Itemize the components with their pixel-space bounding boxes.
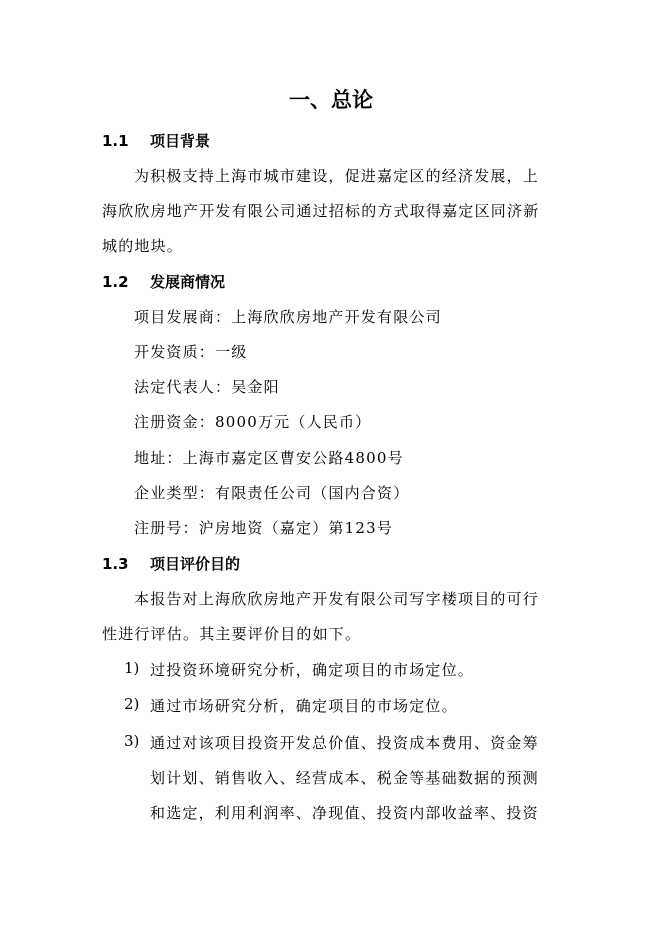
list-item-text: 和选定，利用利润率、净现值、投资内部收益率、投资 <box>150 804 539 822</box>
list-item-number: 1) <box>124 659 140 677</box>
paragraph-line: 本报告对上海欣欣房地产开发有限公司写字楼项目的可行 <box>134 590 540 608</box>
list-item-number: 3) <box>124 732 140 750</box>
section-heading-1-1 <box>102 130 210 151</box>
paragraph-line: 为积极支持上海市城市建设，促进嘉定区的经济发展，上 <box>134 167 540 185</box>
developer-info-item: 注册资金：8000万元（人民币） <box>134 413 372 431</box>
developer-info-item: 项目发展商：上海欣欣房地产开发有限公司 <box>134 308 442 326</box>
developer-info-item: 注册号：沪房地资（嘉定）第123号 <box>134 519 394 537</box>
chapter-title: 一、总论 <box>289 88 373 112</box>
section-title: 项目评价目的 <box>150 555 241 573</box>
paragraph-line: 性进行评估。其主要评价目的如下。 <box>102 625 362 643</box>
developer-info-item: 法定代表人：吴金阳 <box>134 378 280 396</box>
section-number: 1.1 <box>102 132 129 150</box>
paragraph-line: 城的地块。 <box>102 237 184 255</box>
section-title: 发展商情况 <box>150 273 226 291</box>
section-number: 1.2 <box>102 273 129 291</box>
section-heading-1-2 <box>102 271 225 292</box>
section-number: 1.3 <box>102 555 129 573</box>
paragraph-line: 海欣欣房地产开发有限公司通过招标的方式取得嘉定区同济新 <box>102 202 540 220</box>
list-item-text: 划计划、销售收入、经营成本、税金等基础数据的预测 <box>150 769 539 787</box>
developer-info-item: 地址：上海市嘉定区曹安公路4800号 <box>134 449 404 467</box>
list-item-text: 过投资环境研究分析，确定项目的市场定位。 <box>150 661 475 679</box>
section-heading-1-3 <box>102 553 240 574</box>
list-item-text: 通过市场研究分析，确定项目的市场定位。 <box>150 697 458 715</box>
developer-info-item: 企业类型：有限责任公司（国内合资） <box>134 484 410 502</box>
developer-info-item: 开发资质：一级 <box>134 343 248 361</box>
list-item-text: 通过对该项目投资开发总价值、投资成本费用、资金筹 <box>150 734 539 752</box>
list-item-number: 2) <box>124 695 140 713</box>
section-title: 项目背景 <box>150 132 211 150</box>
